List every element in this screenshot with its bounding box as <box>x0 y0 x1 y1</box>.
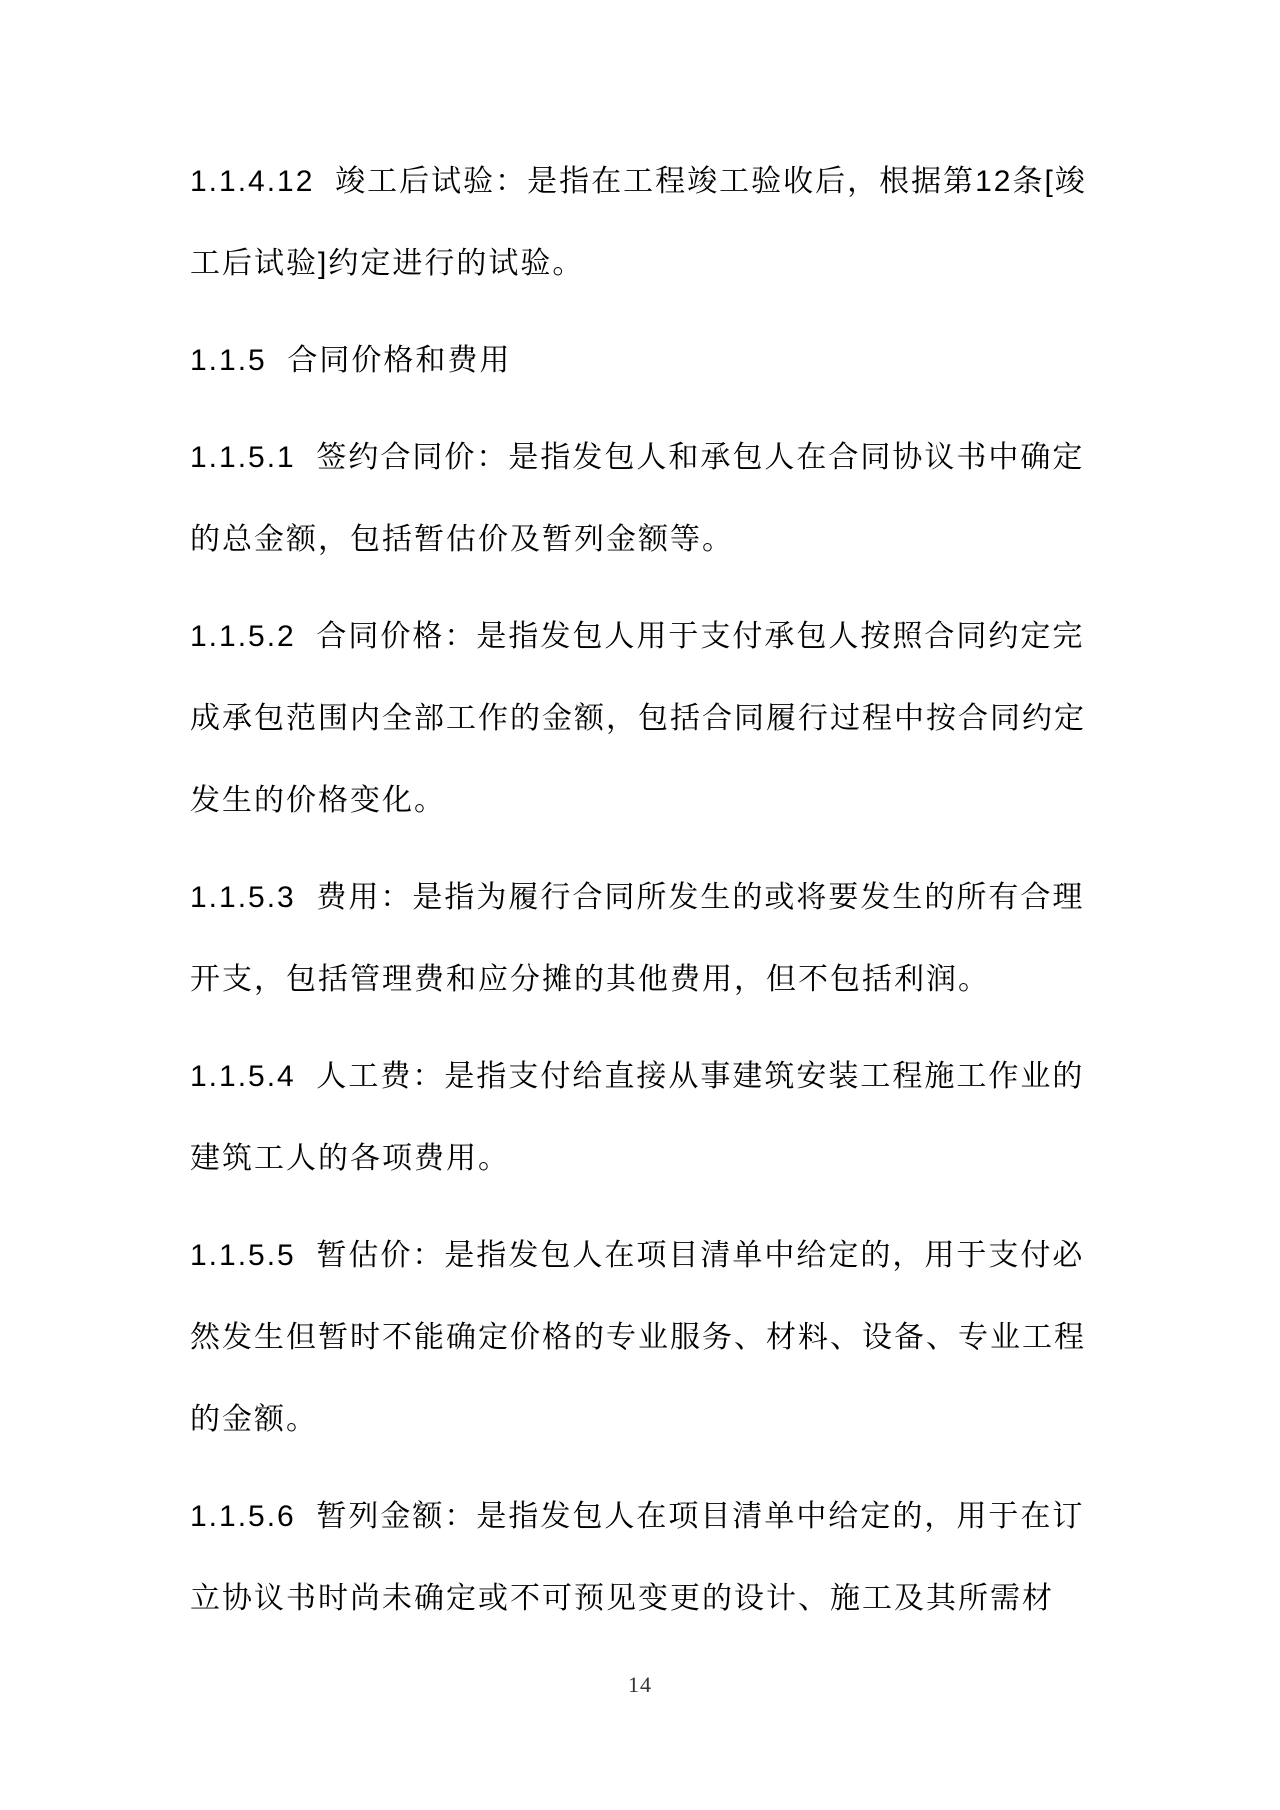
clause-1-1-5-6 <box>190 1476 1150 1640</box>
page-number: 14 <box>628 1672 652 1697</box>
document-line: 1.1.5.3 费用：是指为履行合同所发生的或将要发生的所有合理 <box>190 881 1085 914</box>
document-line: 1.1.5 合同价格和费用 <box>190 344 512 377</box>
document-line: 立协议书时尚未确定或不可预见变更的设计、施工及其所需材 <box>190 1582 1054 1615</box>
document-line: 1.1.5.4 人工费：是指支付给直接从事建筑安装工程施工作业的 <box>190 1060 1085 1093</box>
clause-1-1-4-12 <box>190 141 1150 305</box>
document-line: 发生的价格变化。 <box>190 784 446 817</box>
clause-1-1-5-3 <box>190 857 1150 1021</box>
document-line: 的总金额，包括暂估价及暂列金额等。 <box>190 523 734 556</box>
document-line: 1.1.5.2 合同价格：是指发包人用于支付承包人按照合同约定完 <box>190 620 1085 653</box>
document-line: 然发生但暂时不能确定价格的专业服务、材料、设备、专业工程 <box>190 1321 1086 1354</box>
document-line: 1.1.5.1 签约合同价：是指发包人和承包人在合同协议书中确定 <box>190 441 1085 474</box>
heading-1-1-5 <box>190 320 1150 402</box>
clause-1-1-5-5 <box>190 1215 1150 1461</box>
clause-1-1-5-2 <box>190 596 1150 842</box>
clause-1-1-5-4 <box>190 1036 1150 1200</box>
clause-1-1-5-1 <box>190 417 1150 581</box>
document-line: 工后试验]约定进行的试验。 <box>190 247 585 280</box>
document-line: 的金额。 <box>190 1403 318 1436</box>
document-line: 1.1.4.12 竣工后试验：是指在工程竣工验收后，根据第12条[竣 <box>190 165 1087 198</box>
document-line: 1.1.5.5 暂估价：是指发包人在项目清单中给定的，用于支付必 <box>190 1239 1085 1272</box>
document-line: 成承包范围内全部工作的金额，包括合同履行过程中按合同约定 <box>190 702 1086 735</box>
document-line: 建筑工人的各项费用。 <box>190 1142 510 1175</box>
document-line: 1.1.5.6 暂列金额：是指发包人在项目清单中给定的，用于在订 <box>190 1500 1085 1533</box>
document-body <box>190 141 1150 1655</box>
document-line: 开支，包括管理费和应分摊的其他费用，但不包括利润。 <box>190 963 990 996</box>
